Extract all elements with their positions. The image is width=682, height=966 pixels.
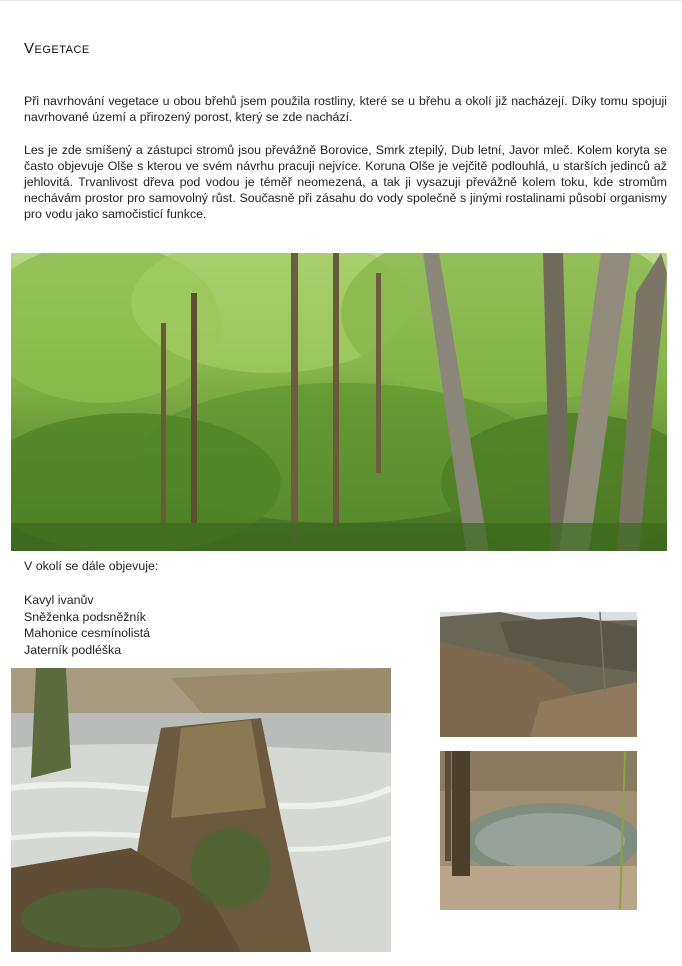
plant-list — [24, 592, 150, 658]
surroundings-intro: V okolí se dále objevuje: — [24, 559, 159, 573]
trees-paragraph: Les je zde smíšený a zástupci stromů jsou převážně Borovice, Smrk ztepilý, Dub letní, Javor mleč. Kolem koryta se často objevuje Olše s kterou ve svém návrhu pracuji nejvíce. Koruna Olše je vejčitě podlouhlá, u starších jedinců až jehlovitá. Trvanlivost dřeva pod vodou je téměř neomezená, a tak ji vysazuji převážně kolem toku, kde stromům nechávám prostor pro samovolný růst. Současně při zásahu do vody společně s jinými rostalinami působí organismy pro vodu jako samočisticí funkce. — [24, 143, 667, 221]
list-item: Mahonice cesmínolistá — [24, 626, 151, 640]
list-item: Kavyl ivanův — [24, 593, 94, 607]
pond-photo — [440, 751, 637, 910]
intro-paragraph: Při navrhování vegetace u obou břehů jsem použila rostliny, které se u břehu a okolí již nacházejí. Díky tomu spojuji navrhované území a přirozený porost, který se zde nachází. — [24, 94, 667, 124]
forest-photo — [11, 253, 667, 551]
list-item: Jaterník podléška — [24, 642, 122, 657]
page-title: Vegetace — [24, 40, 90, 57]
list-item: Sněženka podsněžník — [24, 609, 146, 624]
river-stump-photo — [11, 668, 391, 952]
page-top-border — [0, 0, 682, 1]
valley-photo — [440, 612, 637, 737]
